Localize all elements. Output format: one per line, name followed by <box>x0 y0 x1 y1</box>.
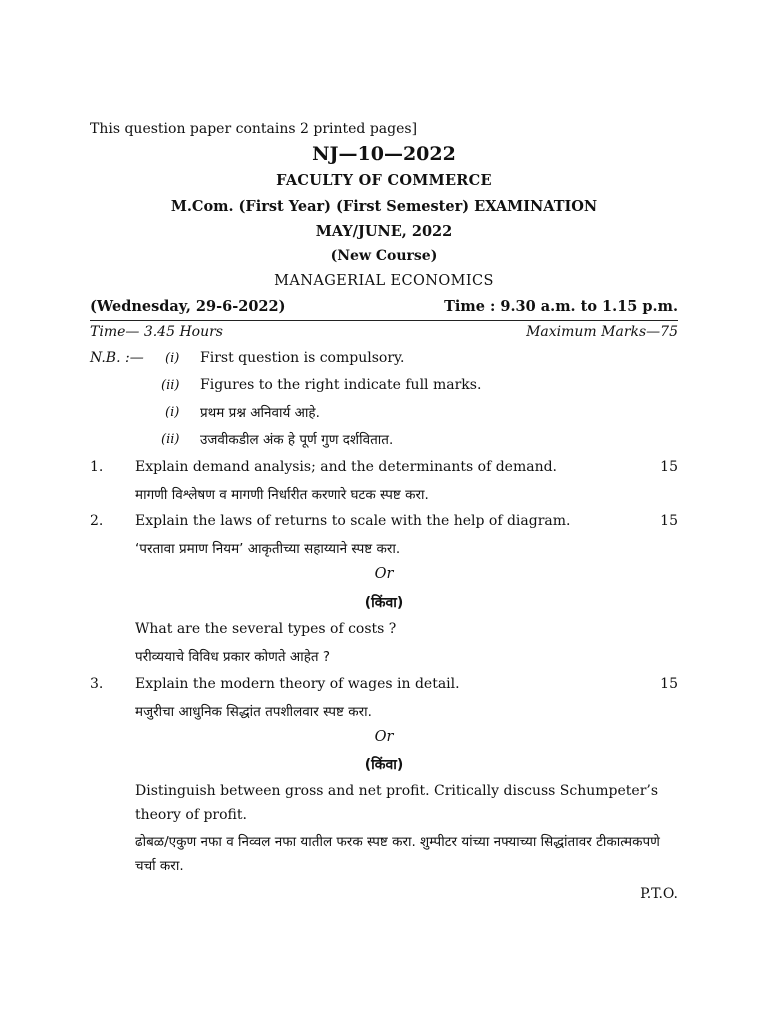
question-marks: 15 <box>660 459 678 475</box>
exam-title: M.Com. (First Year) (First Semester) EXAMINATION <box>170 198 598 215</box>
note-number: (i) <box>165 351 180 366</box>
exam-duration: Time— 3.45 Hours <box>90 324 223 340</box>
note-text: Figures to the right indicate full marks. <box>200 377 482 393</box>
question-text: Explain the modern theory of wages in detail. <box>135 676 460 692</box>
alternative-question-text: Distinguish between gross and net profit. Critically discuss Schumpeter’s theory of profit. <box>135 783 659 823</box>
paper-code: NJ—10—2022 <box>312 143 456 165</box>
exam-time-slot: Time : 9.30 a.m. to 1.15 p.m. <box>444 298 678 315</box>
question-number: 1. <box>90 459 104 475</box>
alternative-question-text: What are the several types of costs ? <box>135 621 397 637</box>
maximum-marks: Maximum Marks—75 <box>526 324 678 340</box>
alternative-question-text-marathi: ढोबळ/एकुण नफा व निव्वल नफा यातील फरक स्पष्ट करा. शुम्पीटर यांच्या नफ्याच्या सिद्धांतावर टीकात्मकपणे चर्चा करा. <box>135 834 660 874</box>
question-marks: 15 <box>660 513 678 529</box>
note-text-marathi: प्रथम प्रश्न अनिवार्य आहे. <box>200 405 320 421</box>
or-separator-marathi: (किंवा) <box>364 757 404 773</box>
note-text: First question is compulsory. <box>200 350 405 366</box>
note-number: (i) <box>165 405 180 420</box>
nb-label: N.B. :— <box>90 350 144 366</box>
question-text: Explain the laws of returns to scale with the help of diagram. <box>135 513 571 529</box>
faculty-title: FACULTY OF COMMERCE <box>276 172 492 189</box>
or-separator: Or <box>374 566 394 582</box>
question-marks: 15 <box>660 676 678 692</box>
note-text-marathi: उजवीकडील अंक हे पूर्ण गुण दर्शवितात. <box>200 432 394 448</box>
alternative-question-text-marathi: परीव्ययाचे विविध प्रकार कोणते आहेत ? <box>135 649 331 665</box>
header-divider <box>90 320 678 321</box>
exam-session: MAY/JUNE, 2022 <box>315 223 453 240</box>
question-text-marathi: मजुरीचा आधुनिक सिद्धांत तपशीलवार स्पष्ट करा. <box>135 704 372 720</box>
note-number: (ii) <box>161 432 180 447</box>
question-number: 3. <box>90 676 104 692</box>
note-number: (ii) <box>161 378 180 393</box>
subject-title: MANAGERIAL ECONOMICS <box>274 273 494 289</box>
or-separator-marathi: (किंवा) <box>364 595 404 611</box>
exam-date: (Wednesday, 29-6-2022) <box>90 298 286 315</box>
course-type: (New Course) <box>330 248 438 264</box>
question-text-marathi: ‘परतावा प्रमाण नियम’ आकृतीच्या सहाय्याने स्पष्ट करा. <box>135 541 401 557</box>
question-text-marathi: मागणी विश्लेषण व मागणी निर्धारीत करणारे घटक स्पष्ट करा. <box>135 487 429 503</box>
question-text: Explain demand analysis; and the determinants of demand. <box>135 459 558 475</box>
or-separator: Or <box>374 729 394 745</box>
printed-pages-note: This question paper contains 2 printed pages] <box>90 121 418 137</box>
question-number: 2. <box>90 513 104 529</box>
please-turn-over: P.T.O. <box>640 886 678 902</box>
